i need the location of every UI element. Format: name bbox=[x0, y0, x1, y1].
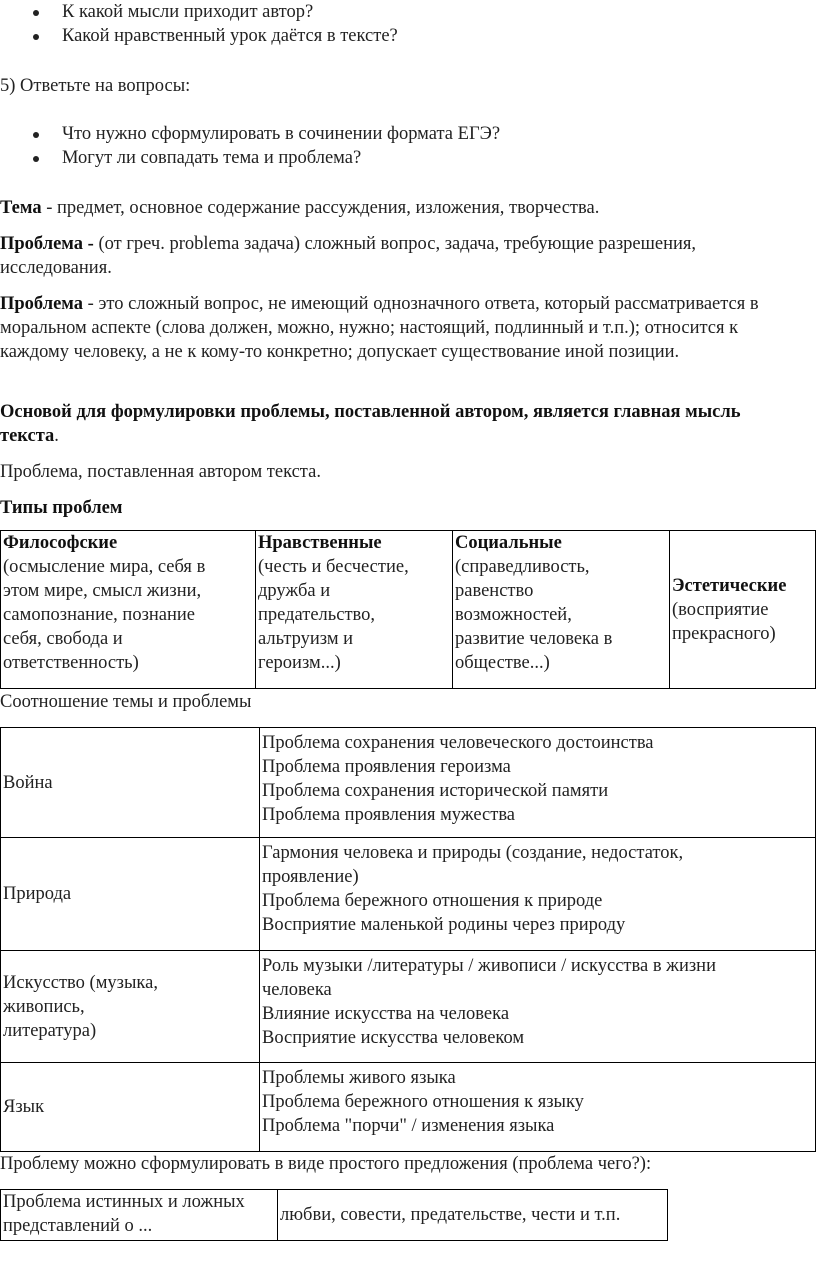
problem-line: Проблема бережного отношения к природе bbox=[262, 891, 603, 911]
problem1-term: Проблема - bbox=[0, 234, 94, 254]
type-line: (осмысление мира, себя в bbox=[3, 557, 206, 577]
problem-line: Восприятие искусства человеком bbox=[262, 1028, 525, 1048]
problem-line: Проблема сохранения исторической памяти bbox=[262, 781, 609, 801]
theme-line: Язык bbox=[3, 1097, 45, 1117]
list-item bbox=[0, 122, 816, 146]
list-item bbox=[0, 24, 816, 48]
table-row bbox=[1, 531, 816, 689]
theme-problem-table bbox=[0, 727, 816, 1152]
type-cell-aesthetic bbox=[670, 531, 816, 689]
type-line: альтруизм и bbox=[258, 629, 354, 649]
type-line: равенство bbox=[455, 581, 534, 601]
task5-heading: 5) Ответьте на вопросы: bbox=[0, 76, 191, 96]
type-title: Философские bbox=[3, 533, 118, 553]
formulate-left-line: представлений о ... bbox=[3, 1216, 153, 1236]
type-line: (честь и бесчестие, bbox=[258, 557, 409, 577]
intro-question-list bbox=[0, 0, 816, 48]
bullet-icon bbox=[33, 156, 39, 162]
bullet-icon bbox=[33, 10, 39, 16]
theme-definition bbox=[0, 196, 800, 220]
problem-line: Влияние искусства на человека bbox=[262, 1004, 510, 1024]
theme-term: Тема bbox=[0, 198, 42, 218]
type-cell-philosophical bbox=[1, 531, 256, 689]
type-line: (восприятие bbox=[672, 599, 769, 620]
formulate-left-line: Проблема истинных и ложных bbox=[3, 1192, 245, 1212]
theme-line: живопись, bbox=[3, 996, 85, 1017]
formulate-left-cell bbox=[1, 1190, 278, 1241]
theme-line: Природа bbox=[3, 884, 72, 904]
problem-line: Проблемы живого языка bbox=[262, 1068, 456, 1088]
relation-heading: Соотношение темы и проблемы bbox=[0, 692, 252, 712]
problem-line: Гармония человека и природы (создание, недостаток, bbox=[262, 843, 684, 863]
formulate-heading: Проблему можно сформулировать в виде простого предложения (проблема чего?): bbox=[0, 1154, 652, 1174]
basis-bold: Основой для формулировки проблемы, поставленной автором, является главная мысль текста bbox=[0, 402, 741, 446]
problem-line: человека bbox=[262, 980, 332, 1000]
type-line: предательство, bbox=[258, 605, 376, 625]
table-row bbox=[1, 838, 816, 951]
type-cell-moral bbox=[256, 531, 453, 689]
formulate-right-text: любви, совести, предательстве, чести и т.п. bbox=[280, 1205, 621, 1225]
basis-statement bbox=[0, 400, 800, 448]
problem-line: проявление) bbox=[262, 867, 359, 887]
problems-cell bbox=[260, 951, 816, 1063]
type-line: героизм...) bbox=[258, 653, 341, 673]
types-heading-text: Типы проблем bbox=[0, 498, 123, 518]
formulate-right-cell bbox=[278, 1190, 668, 1241]
type-line: себя, свобода и bbox=[3, 629, 123, 649]
theme-line: Война bbox=[3, 772, 53, 793]
type-cell-social bbox=[453, 531, 670, 689]
problem2-term: Проблема bbox=[0, 294, 84, 314]
type-line: обществе...) bbox=[455, 653, 550, 673]
type-line: (справедливость, bbox=[455, 557, 590, 577]
type-line: этом мире, смысл жизни, bbox=[3, 581, 202, 601]
problem-line: Проблема "порчи" / изменения языка bbox=[262, 1116, 555, 1136]
table-row bbox=[1, 728, 816, 838]
table-row bbox=[1, 1063, 816, 1152]
list-item-text: Могут ли совпадать тема и проблема? bbox=[62, 148, 362, 168]
type-title: Нравственные bbox=[258, 533, 382, 553]
type-line: дружба и bbox=[258, 581, 331, 601]
theme-cell bbox=[1, 728, 260, 838]
problem1-text: (от греч. problema задача) сложный вопрос, задача, требующие разрешения, исследования. bbox=[0, 234, 697, 278]
type-line: прекрасного) bbox=[672, 623, 776, 644]
problem-definition-2 bbox=[0, 292, 798, 364]
problem-definition-1 bbox=[0, 232, 800, 280]
list-item-text: Какой нравственный урок даётся в тексте? bbox=[62, 26, 398, 46]
type-title: Социальные bbox=[455, 533, 562, 553]
problem2-text: - это сложный вопрос, не имеющий однозначного ответа, который рассматривается в моральном аспекте (слова должен, можно, нужно; настоящий, подлинный и т.п.); относится к каждому человеку, а не к кому-то конкретно; допускает существование иной позиции. bbox=[0, 294, 759, 362]
list-item bbox=[0, 0, 816, 24]
types-heading bbox=[0, 496, 122, 520]
theme-line: Искусство (музыка, bbox=[3, 972, 158, 993]
theme-line: литература) bbox=[3, 1020, 97, 1041]
type-line: возможностей, bbox=[455, 605, 572, 625]
list-item bbox=[0, 146, 816, 170]
problem-line: Восприятие маленькой родины через природу bbox=[262, 915, 626, 935]
list-item-text: Что нужно сформулировать в сочинении формата ЕГЭ? bbox=[62, 124, 501, 144]
type-line: самопознание, познание bbox=[3, 605, 196, 625]
theme-cell bbox=[1, 1063, 260, 1152]
theme-cell bbox=[1, 838, 260, 951]
theme-text: - предмет, основное содержание рассуждения, изложения, творчества. bbox=[41, 198, 600, 218]
list-item-text: К какой мысли приходит автор? bbox=[62, 2, 314, 22]
problem-line: Проблема проявления мужества bbox=[262, 805, 516, 825]
problems-cell bbox=[260, 728, 816, 838]
task5-question-list bbox=[0, 122, 816, 170]
problem-line: Проблема бережного отношения к языку bbox=[262, 1092, 584, 1112]
basis-tail: . bbox=[54, 426, 59, 446]
problem-line: Проблема проявления героизма bbox=[262, 757, 511, 777]
problem-types-table bbox=[0, 530, 816, 689]
table-row bbox=[1, 951, 816, 1063]
type-title: Эстетические bbox=[672, 575, 787, 596]
problems-cell bbox=[260, 1063, 816, 1152]
problem-line: Роль музыки /литературы / живописи / искусства в жизни bbox=[262, 956, 716, 976]
bullet-icon bbox=[33, 34, 39, 40]
type-line: развитие человека в bbox=[455, 629, 613, 649]
table-row bbox=[1, 1190, 668, 1241]
problem-line: Проблема сохранения человеческого достоинства bbox=[262, 733, 654, 753]
formulate-table bbox=[0, 1189, 668, 1241]
author-problem: Проблема, поставленная автором текста. bbox=[0, 462, 321, 482]
problems-cell bbox=[260, 838, 816, 951]
bullet-icon bbox=[33, 132, 39, 138]
type-line: ответственность) bbox=[3, 653, 139, 673]
theme-cell bbox=[1, 951, 260, 1063]
